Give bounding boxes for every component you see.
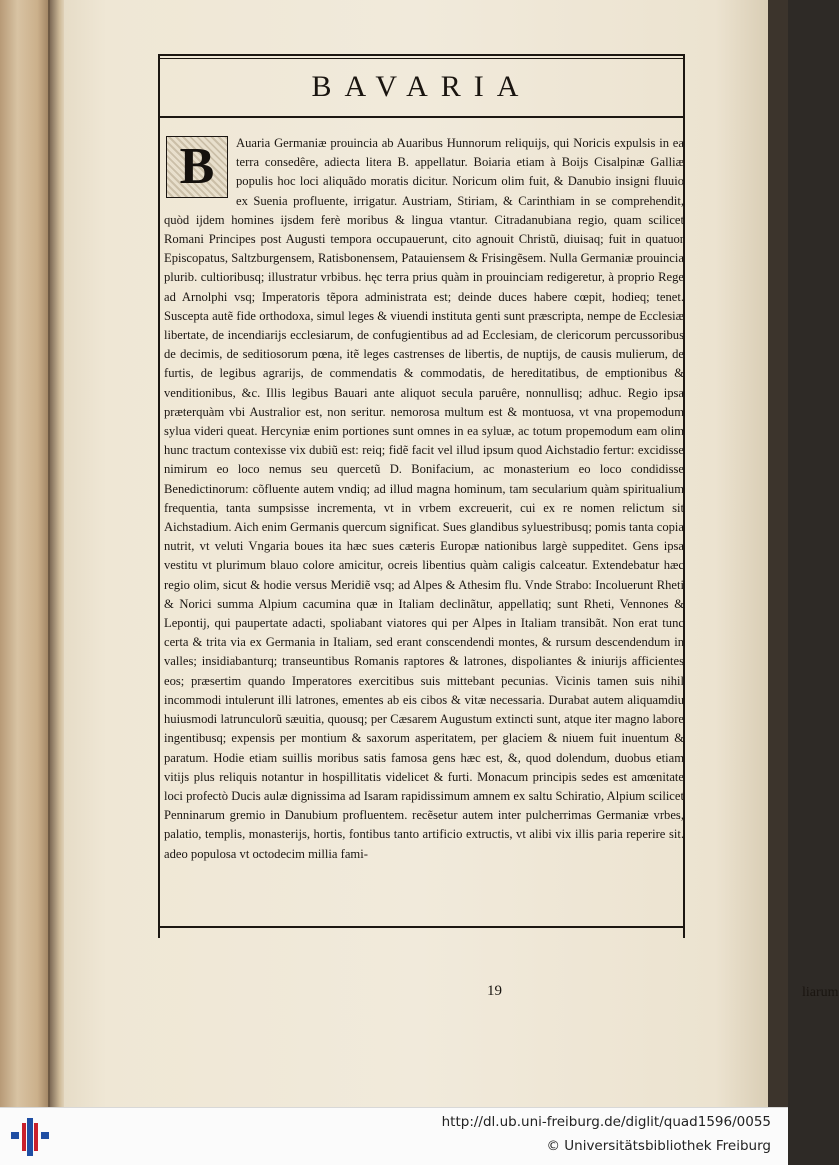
body-text-content: Auaria Germaniæ prouincia ab Auaribus Hunnorum reliquijs, qui Noricis expulsis in ea terra consedêre, adiecta litera B. appellatur. Boiaria etiam à Boijs Cisalpinæ Galliæ populis hoc loci aliquãdo moratis dicitur. Noricum olim fuit, & Danubio insigni fluuio ex Suenia profluente, irrigatur. Austriam, Stiriam, & Carinthiam in se comprehendit, quòd ijdem homines ijsdem ferè moribus & lingua vtantur. Citradanubiana regio, quam scilicet Romani Principes post Augusti tempora occupauerunt, cito agnouit Christũ, diuisaq; fuit in quatuor Episcopatus, Saltzburgensem, Ratisbonensem, Patauiensem & Frisingẽsem. Nulla Germaniæ prouincia plurib. cultioribusq; illustratur vrbibus. hęc terra prius quàm in prouinciam redigeretur, à proprio Rege ad Arnolphi vsq; Imperatoris tẽpora administrata est; deinde duces habere cœpit, hodieq; tenet. Suscepta autẽ fide orthodoxa, simul leges & viuendi instituta genti sunt præscripta, nempe de Ecclesiæ libertate, de incendiarijs ecclesiarum, de confugientibus ad ad Ecclesiam, de clericorum percussoribus de decimis, de seditiosorum pœna, itẽ leges castrenses de libertis, de nuptijs, de causis mulierum, de furtis, de legibus agrarijs, de commendatis & commodatis, de hereditatibus, de emptionibus & venditionibus, &c. Illis legibus Bauari ante aliquot secula paruêre, nonnullisq; adhuc. Regio ipsa præterquàm vbi Australior est, non seritur. nemorosa multum est & montuosa, vt vna propemodum sylua videri queat. Hercyniæ enim portiones sunt omnes in ea syluæ, ac totum propemodum eam olim hunc tractum contexisse vix dubiũ est: reiq; fidẽ facit vel illud ipsum quod Aichstadio fertur: excidisse nimirum eo loco nemus seu quercetũ D. Bonifacium, ac monasterium eo loco condidisse Benedictinorum: cõfluente autem vndiq; ad illud magna hominum, tam secularium quàm spiritualium frequentia, tanta sumpsisse incrementa, vt in vrbem excreuerit, cui ex re nomen relictum sit Aichstadium. Aich enim Germanis quercum significat. Sues glandibus syluestribusq; pomis tanta copia nutrit, vt veluti Vngaria boues ita hæc sues cæteris Europæ nationibus largè suppeditet. Gens ipsa vestitu vt plurimum blauo colore amicitur, ocreis libentius quàm caligis calceatur. Extendebatur hæc regio olim, sicut & hodie versus Meridiẽ vsq; ad Alpes & Athesim flu. Vnde Strabo: Incoluerunt Rheti & Norici summa Alpium cacumina quæ in Italiam declinãtur, appellatiq; sunt Rheti, Vennones & Lepontij, qui paupertate adacti, spoliabant viatores qui per Alpes in Italiam transibãt. Non erat tunc certa & trita via ex Germania in Italiam, sed erant conscendendi montes, & rursum descendendum in valles; insidiabanturq; transeuntibus Romanis raptores & latrones, dispoliantes & iniurijs afficientes eos; præsertim quando Imperatores exercitibus suis mittebant pecunias. Vicinis tamen suis nihil incommodi intulerunt illi latrones, ementes ab eis cibos & vitæ necessaria. Durabat autem aliquamdiu huiusmodi latrunculorũ sæuitia, quousq; per Cæsarem Augustum extincti sunt, atque iter magno labore ingentibusq; expensis per montium & saxorum asperitatem, per glaciem & niuem fuit inuentum & paratum. Hodie etiam suillis moribus satis famosa gens hæc est, &, quod dolendum, duobus etiam vitijs plus reliquis notantur in hospillitatis videlicet & furti. Monacum principis sedes est amœnitate loci profectò Ducis aulæ dignissima ad Isaram rapidissimum amnem ex saltu Schiratio, Alpium scilicet Penninarum gremio in Danubium profluentem. recẽsetur autem inter pulcherrimas Germaniæ vrbes, palatio, templis, monasterijs, hortis, fontibus tanto artificio extructis, vt alibi vix illis paria reperire sit. adeo populosa vt octodecim millia fami- xyxy=(164,136,684,861)
drop-cap xyxy=(166,136,228,198)
university-library-logo-icon xyxy=(11,1118,49,1156)
catchword: liarum xyxy=(802,985,839,1000)
frame-title-rule xyxy=(158,116,685,118)
copyright-notice: © Universitätsbibliothek Freiburg xyxy=(546,1138,771,1154)
page-number: 19 xyxy=(487,983,502,999)
frame-top-rule xyxy=(158,54,685,56)
page-title: BAVARIA xyxy=(311,70,532,103)
drop-cap-letter: B xyxy=(179,138,215,195)
frame-left-rule xyxy=(158,54,160,938)
document-url-link[interactable]: http://dl.ub.uni-freiburg.de/diglit/quad1596/0055 xyxy=(441,1114,771,1130)
left-page-edge xyxy=(0,0,50,1107)
viewer-footer xyxy=(0,1107,788,1165)
body-text xyxy=(164,134,684,864)
right-page-edge xyxy=(768,0,788,1107)
frame-top-rule-inner xyxy=(158,58,685,59)
page-frame xyxy=(158,54,839,1000)
frame-bottom-rule xyxy=(158,926,685,928)
